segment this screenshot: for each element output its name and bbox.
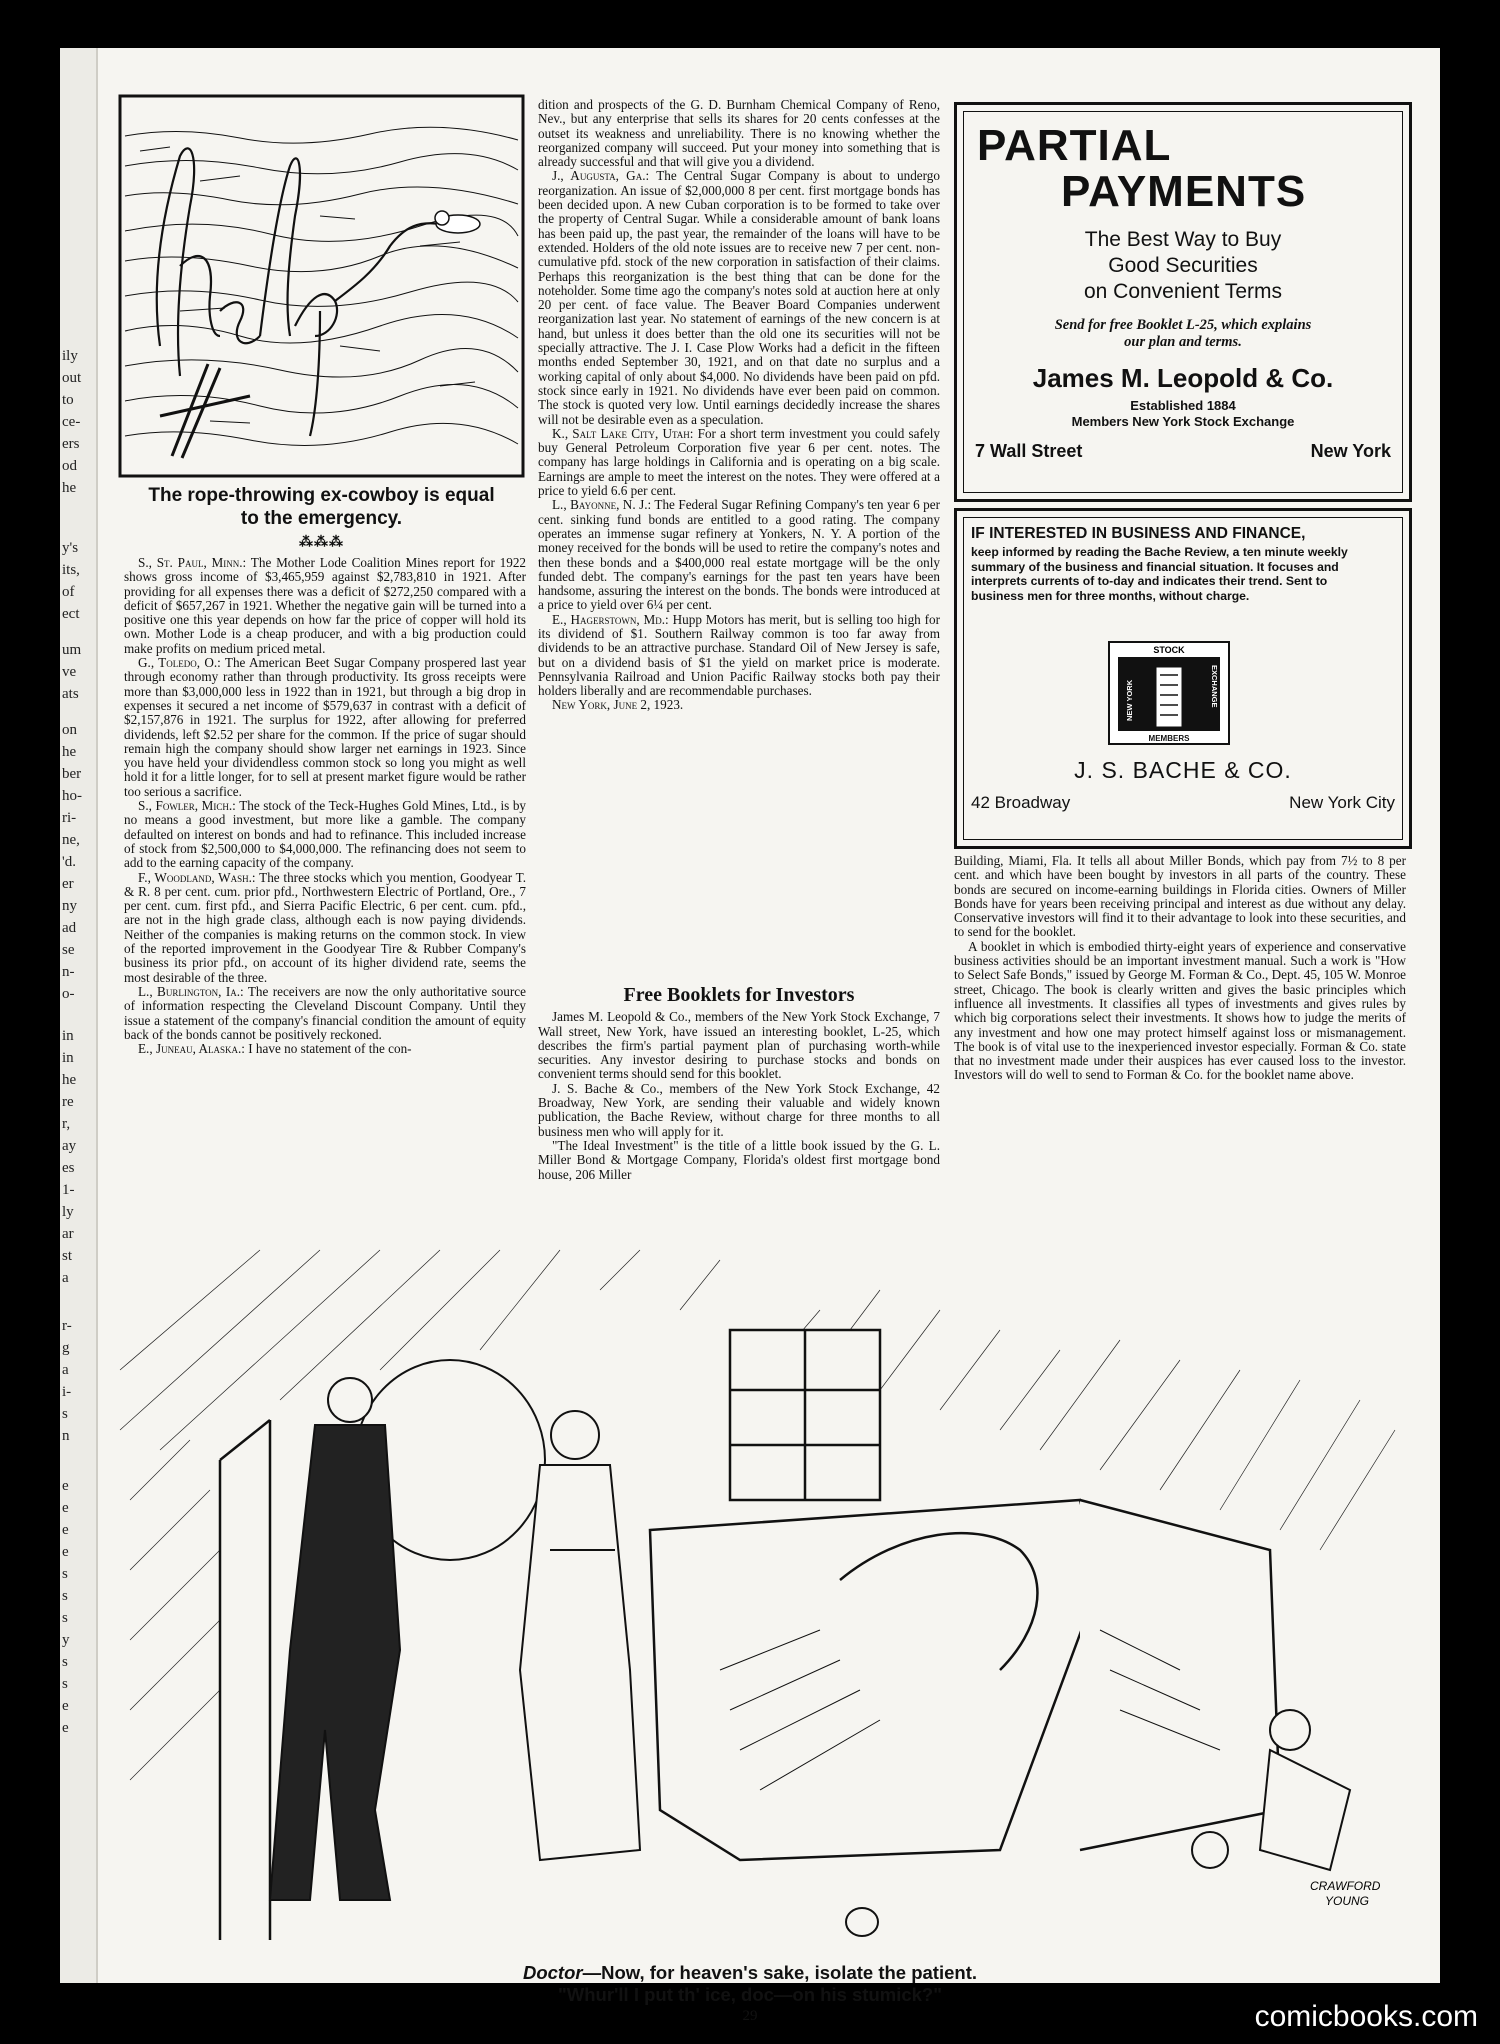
answer-paragraph [124, 799, 526, 870]
answer-addressee: L., Burlington, Ia.: [138, 983, 244, 999]
answer-paragraph [124, 656, 526, 799]
answer-paragraph [124, 871, 526, 985]
facing-page-text-fragment: of [62, 584, 75, 600]
facing-page-text-fragment: e [62, 1544, 69, 1560]
answer-paragraph [538, 498, 940, 612]
answer-paragraph [538, 427, 940, 498]
facing-page-text-fragment: its, [62, 562, 80, 578]
answer-text: Hupp Motors has merit, but is selling too high for its dividend of $1. Southern Railway common is too far away from dividends to be an attractive purchase. Standard Oil of New Jersey is safe, but on a dividend basis of $1 the yield on market price is moderate. Pennsylvania Railroad and Union Pacific Railway stocks both pay their holders liberally and are recommendable purchases. [538, 611, 940, 699]
answer-paragraph [538, 169, 940, 426]
facing-page-text-fragment: r, [62, 1116, 71, 1132]
emblem-stock: STOCK [1153, 645, 1185, 655]
facing-page-text-fragment: on [62, 722, 77, 738]
emblem-exchange: EXCHANGE [1210, 665, 1219, 708]
answer-paragraph [124, 556, 526, 656]
bache-advertisement [954, 508, 1412, 849]
facing-page-text-fragment: ay [62, 1138, 77, 1154]
ad-headline-partial: PARTIAL [977, 121, 1172, 170]
illustration-caption [120, 484, 523, 530]
ad-body: keep informed by reading the Bache Review, a ten minute weekly summary of the business and financial situation. It focuses and interprets currents of to-day and indicates their trend. Sent to business men for three months, without charge. [971, 545, 1348, 603]
answer-addressee: E., Hagerstown, Md.: [552, 611, 669, 627]
facing-page-text-fragment: ly [62, 1204, 74, 1220]
facing-page-text-fragment: i- [62, 1384, 72, 1400]
ad-tagline: on Convenient Terms [1083, 280, 1283, 303]
answer-text: The American Beet Sugar Company prospered last year through economy rather than through productivity. Its gross receipts were more than $3,000,000 less in 1922 than in 1921, but through a big drop in expenses it secured a net income of $579,637 in contrast with a deficit of $2,157,876 in 1921. The surplus for 1922, after allowing for preferred dividends, left $2.52 per share for the common. If the price of sugar should remain high the company should show larger net earnings in 1923. Since you have held your dividendless common stock so long you might as well hold it for a little longer, for to sell at present market figure would be rather too serious a sacrifice. [124, 655, 527, 799]
answers-column-1 [124, 556, 526, 1232]
facing-page-text-fragment: ect [62, 606, 80, 622]
doctor-cartoon [120, 1250, 1400, 1950]
caption-line-1: The rope-throwing ex-cowboy is equal [148, 485, 495, 506]
artist-signature-2: YOUNG [1325, 1894, 1370, 1908]
ad-offer: Send for free Booklet L-25, which explains [1054, 317, 1312, 333]
ad-headline-payments: PAYMENTS [1061, 167, 1307, 216]
facing-page-text-fragment: in [62, 1050, 74, 1066]
answer-text: The receivers are now the only authoritative source of information respecting the Cleveland Discount Company. Until they issue a statement of the company's financial condition the amount of equity back of the bonds cannot be positively reckoned. [124, 983, 526, 1042]
answer-text: The Federal Sugar Refining Company's ten year 6 per cent. sinking fund bonds are entitled to a good rating. The company operates an immense sugar refinery at Yonkers, N. Y. A portion of the money received for the bonds will be used to retire the company's notes and then these bonds and a $400,000 real estate mortgage will be the only funded debt. The company's earnings for the past ten years have been handsome, assuring the interest on the bonds. The bonds were introduced at a price to yield over 6¼ per cent. [538, 497, 940, 613]
watermark: comicbooks.com [1254, 2000, 1478, 2033]
answer-addressee: F., Woodland, Wash.: [138, 869, 256, 885]
facing-page-text-fragment: s [62, 1654, 68, 1670]
facing-page-text-fragment: ar [62, 1226, 74, 1242]
emblem-members: MEMBERS [1148, 734, 1190, 743]
answer-paragraph [124, 985, 526, 1042]
answer-text: The three stocks which you mention, Goodyear T. & R. 8 per cent. cum. prior pfd., Northwestern Electric of Portland, Ore., 7 per cent. cum. first pfd., and Sierra Pacific Electric, 6 per cent. cum. pfd., are not in the high grade class, although each is now paying dividends. Neither of the companies is making returns on the common stock. In view of the reported improvement in the Goodyear Tire & Rubber Company's business its prior pfd., on account of its higher dividend rate, seems the most desirable of the three. [124, 869, 527, 985]
answer-paragraph [538, 613, 940, 699]
section-ornament: ⁂⁂⁂ [299, 535, 344, 550]
booklet-paragraph: "The Ideal Investment" is the title of a little book issued by the G. L. Miller Bond & Mortgage Company, Florida's oldest first mortgage bond house, 206 Miller [538, 1137, 940, 1182]
facing-page-text-fragment: ve [62, 664, 77, 680]
artist-signature-1: CRAWFORD [1310, 1879, 1381, 1893]
answers-column-2 [538, 98, 940, 966]
facing-page-text-fragment: y [62, 1632, 70, 1648]
facing-page-text-fragment: r- [62, 1318, 72, 1334]
facing-page-text-fragment: 1- [62, 1182, 75, 1198]
facing-page-text-fragment: out [62, 370, 82, 386]
facing-page-text-fragment: ad [62, 920, 77, 936]
window [730, 1330, 880, 1500]
facing-page-text-fragment: e [62, 1720, 69, 1736]
caption-line-1: —Now, for heaven's sake, isolate the patient. [582, 1962, 977, 1983]
facing-page-text-fragment: n- [62, 964, 75, 980]
nurse [520, 1411, 640, 1860]
facing-page-text-fragment: er [62, 876, 74, 892]
facing-page-text-fragment: y's [62, 540, 79, 556]
cartoon-caption [60, 1962, 1440, 2006]
answer-paragraph [538, 98, 940, 169]
facing-page-text-fragment: s [62, 1676, 68, 1692]
ad-members: Members New York Stock Exchange [1071, 414, 1295, 429]
ad-tagline: Good Securities [1108, 254, 1258, 277]
free-booklets-section [538, 978, 940, 1234]
emblem-new-york: NEW YORK [1125, 679, 1134, 721]
ad-street: 42 Broadway [971, 793, 1071, 812]
facing-page-text-fragment: n [62, 1428, 70, 1444]
booklet-paragraph: J. S. Bache & Co., members of the New York Stock Exchange, 42 Broadway, New York, are sending their valuable and widely known publication, the Bache Review, without charge for three months to all business men who will apply for it. [538, 1080, 940, 1139]
caption-speaker: Doctor [522, 1962, 583, 1983]
answer-paragraph [538, 698, 940, 712]
ad-city: New York [1310, 441, 1391, 461]
facing-page-text-fragment: ers [62, 436, 80, 452]
answer-addressee: L., Bayonne, N. J.: [552, 497, 652, 513]
miller-paragraph: Building, Miami, Fla. It tells all about Miller Bonds, which pay from 7½ to 8 per cent. and which have been bought by investors in all parts of the country. These bonds are secured on income-earning buildings in Florida cities. Owners of Miller Bonds have for years been receiving principal and interest as due without any delay. Conservative investors will find it to their advantage to look into these securities, and to send for the booklet. [954, 853, 1406, 940]
facing-page-text-fragment: e [62, 1478, 69, 1494]
answer-addressee: E., Juneau, Alaska.: [138, 1041, 245, 1057]
answer-text: The Mother Lode Coalition Mines report for 1922 shows gross income of $3,465,959 against $2,783,810 in 1921. After providing for all expenses there was a deficit of $272,250 compared with a deficit of $657,267 in 1921. Whether the negative gain will be turned into a positive one this year depends on how far the price of copper will hold its own. Mother Lode is a cheap producer, and with a big production could make profits on medium priced metal. [124, 555, 527, 656]
answer-text: I have no statement of the con- [248, 1041, 412, 1057]
free-booklets-heading: Free Booklets for Investors [623, 984, 855, 1006]
facing-page-text-fragment: a [62, 1362, 69, 1378]
facing-page-text-fragment: a [62, 1270, 69, 1286]
facing-page-text-fragment: he [62, 744, 77, 760]
facing-page-text-fragment: ny [62, 898, 77, 914]
facing-page-text-fragment: st [62, 1248, 73, 1264]
facing-page-text-fragment: ce- [62, 414, 81, 430]
facing-page-text-fragment: s [62, 1610, 68, 1626]
ad-street: 7 Wall Street [975, 441, 1083, 461]
ad-tagline: The Best Way to Buy [1084, 228, 1282, 251]
leopold-advertisement [954, 102, 1412, 502]
facing-page-text-fragment: he [62, 1072, 77, 1088]
facing-page-text-fragment: ats [62, 686, 79, 702]
facing-page-edge [60, 48, 98, 1983]
facing-page-text-fragment: ho- [62, 788, 82, 804]
facing-page-text-fragment: 'd. [62, 854, 76, 870]
facing-page-text-fragment: s [62, 1406, 68, 1422]
facing-page-text-fragment: o- [62, 986, 75, 1002]
floor-ball [846, 1908, 878, 1936]
ad-established: Established 1884 [1130, 398, 1236, 413]
doctor [270, 1378, 400, 1900]
answers-column-3 [954, 854, 1406, 1232]
answer-addressee: S., Fowler, Mich.: [138, 798, 236, 814]
door [220, 1420, 270, 1940]
facing-page-text-fragment: um [62, 642, 82, 658]
ad-offer: our plan and terms. [1124, 334, 1242, 350]
answer-addressee: New York, June 2, 1923. [552, 697, 684, 713]
booklet-paragraph: James M. Leopold & Co., members of the New York Stock Exchange, 7 Wall street, New York, have issued an interesting booklet, L-25, which describes the firm's partial payment plan of purchasing worth-while securities. Any investor desiring to purchase stocks and bonds on convenient terms should send for this booklet. [538, 1009, 940, 1082]
answer-text: The Central Sugar Company is about to undergo reorganization. An issue of $2,000,000 8 per cent. first mortgage bonds has been decided upon. A new Cuban corporation is to be formed to take over the property of Central Sugar. While a considerable amount of bank loans has been paid up, the past year, the remainder of the loans will have to be extended. Holders of the old note issues are to receive new 7 per cent. non-cumulative pfd. stock of the new corporation in satisfaction of their claims. Perhaps this reorganization is the best thing that can be done for the noteholder. Some time ago the company's notes sold at auction here at only 20 per cent. of face value. The Beaver Board Companies underwent reorganization last year. No statement of earnings of the new concern is at hand, but unless it does better than the old one its securities will not be specially attractive. The J. I. Case Plow Works had a deficit in the fifteen months ended September 30, 1921, and on that date no surplus and a working capital of only about $4,000. No dividends have been paid on pfd. stock since early in 1921. No dividends have ever been paid on common. The stock is quoted very low. Until earnings decidedly increase the shares will not be desirable even as a speculation. [538, 168, 940, 427]
facing-page-text-fragment: e [62, 1500, 69, 1516]
caption-line-2: "Whur'll I put th' ice, doc—on his stumick?" [557, 1984, 943, 2005]
answer-text: dition and prospects of the G. D. Burnham Chemical Company of Reno, Nev., but any enterprise that sells its shares for 20 cents confesses at the outset its weakness and unreliability. There is no knowing whether the reorganized company will succeed. Put your money into something that is already successful and that will give you a dividend. [538, 97, 940, 170]
facing-page-text-fragment: s [62, 1588, 68, 1604]
answer-addressee: G., Toledo, O.: [138, 655, 221, 671]
facing-page-text-fragment: se [62, 942, 75, 958]
facing-page-text-fragment: e [62, 1522, 69, 1538]
ad-heading: IF INTERESTED IN BUSINESS AND FINANCE, [971, 525, 1306, 542]
facing-page-text-fragment: ily [62, 348, 78, 364]
facing-page-text-fragment: g [62, 1340, 70, 1356]
ad-city: New York City [1289, 793, 1395, 812]
answer-addressee: J., Augusta, Ga.: [552, 168, 650, 184]
answer-paragraph [124, 1042, 526, 1056]
facing-page-text-fragment: in [62, 1028, 74, 1044]
facing-page-text-fragment: to [62, 392, 74, 408]
caption-line-2: to the emergency. [240, 508, 403, 529]
answer-text: The stock of the Teck-Hughes Gold Mines, Ltd., is by no means a good investment, but more like a gamble. The company defaulted on interest on bonds and had to refinance. This included increase of stock from $2,500,000 to $4,000,000. The refinancing does not seem to add to the earning capacity of the company. [124, 798, 527, 871]
facing-page-text-fragment: s [62, 1566, 68, 1582]
facing-page-text-fragment: ri- [62, 810, 77, 826]
facing-page-text-fragment: ne, [62, 832, 80, 848]
facing-page-text-fragment: e [62, 1698, 69, 1714]
facing-page-text-fragment: ber [62, 766, 82, 782]
help-illustration [120, 96, 523, 476]
answer-addressee: K., Salt Lake City, Utah: [552, 425, 694, 441]
forman-paragraph: A booklet in which is embodied thirty-eight years of experience and conservative business activities should be an important investment manual. Such a work is "How to Select Safe Bonds," issued by George M. Forman & Co., Dept. 45, 105 W. Monroe street, Chicago. The book is clearly written and gives the basic principles which influence all investments. It classifies all types of investments and gives rules by which big corporations select their investments. It shows how to judge the merits of any investment and how one may protect himself against loss or mismanagement. The book is of vital use to the inexperienced investor especially. Forman & Co. state that no investment made under their auspices has ever caused loss to the investor. Investors will do well to send to Forman & Co. for the booklet name above. [954, 938, 1407, 1083]
page-number: 29 [742, 2008, 758, 2024]
stock-exchange-emblem [1108, 641, 1230, 745]
answer-addressee: S., St. Paul, Minn.: [138, 555, 247, 570]
facing-page-text-fragment: es [62, 1160, 75, 1176]
answer-text: For a short term investment you could safely buy General Petroleum Corporation five year 6 per cent. notes. The company has large holdings in California and is operating on a big scale. Earnings are ample to meet the interest on the notes. They were offered at a price to yield 6.6 per cent. [538, 425, 941, 499]
bed [650, 1500, 1280, 1860]
facing-page-text-fragment: od [62, 458, 77, 474]
ad-firm-name: J. S. BACHE & CO. [1074, 757, 1292, 783]
facing-page-text-fragment: re [62, 1094, 74, 1110]
ad-firm-name: James M. Leopold & Co. [1032, 363, 1334, 393]
facing-page-text-fragment: he [62, 480, 77, 496]
